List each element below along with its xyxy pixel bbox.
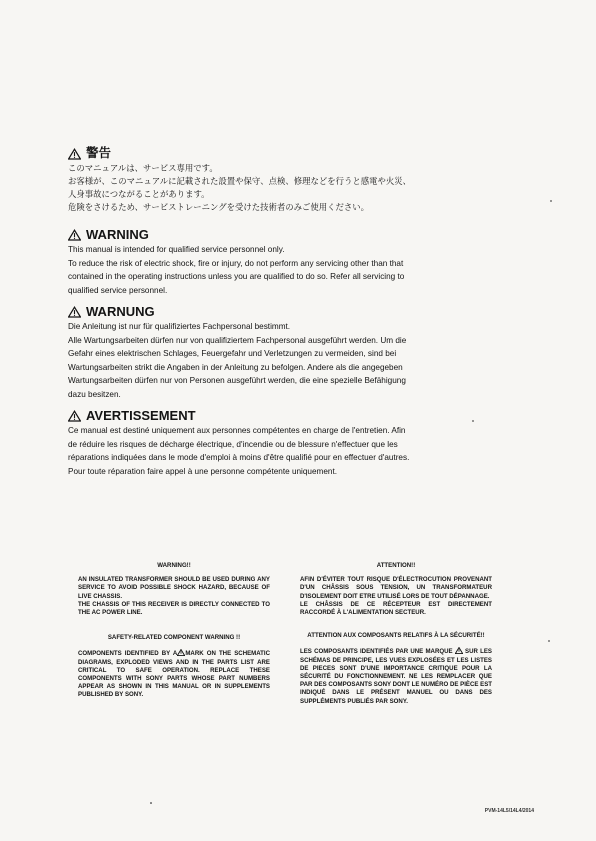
- english-warning-body: This manual is intended for qualified service personnel only. To reduce the risk of electric shock, fire or injury, do not perform any servicing other than that contained in the operating instructions unless you are qualified to do so. Refer all servicing to qualified service personnel.: [68, 245, 405, 295]
- english-warning-section: [68, 227, 492, 297]
- french-warning-title: AVERTISSEMENT: [86, 408, 196, 423]
- english-warning-title: WARNING: [86, 227, 149, 242]
- german-warning-section: [68, 304, 492, 402]
- chassis-connection-warning: THE CHASSIS OF THIS RECEIVER IS DIRECTLY CONNECTED TO THE AC POWER LINE.: [78, 600, 270, 617]
- german-warning-body: Die Anleitung ist nur für qualifiziertes Fachpersonal bestimmt. Alle Wartungsarbeiten dürfen nur von qualifiziertem Fachpersonal ausgeführt werden. Um die Gefahr eines elektrischen Schlages, Feuergefahr und Verletzungen zu vermeiden, sind bei Wartungsarbeiten strikt die Angaben in der Anleitung zu befolgen. Andere als die angegeben Wartungsarbeiten dürfen nur von Personen ausgeführt werden, die eine spezielle Befähigung dazu besitzen.: [68, 322, 407, 399]
- safety-component-text-french: LES COMPOSANTS IDENTIFIÉS PAR UNE MARQUE SUR LES SCHÉMAS DE PRINCIPE, LES VUES EXPLOSÉES ET LES LISTES DE PIECES SONT D'UNE IMPORTANCE CRITIQUE POUR LA SÉCURITÉ DU FONCTIONNEMENT. NE LES REMPLACER QUE PAR DES COMPOSANTS SONY DONT LE NUMÉRO DE PIÈCE EST INDIQUÉ DANS LE PRÉSENT MANUEL OU DANS DES SUPPLÉMENTS PUBLIÉS PAR SONY.: [300, 648, 492, 705]
- warning-triangle-icon: [68, 306, 81, 318]
- japanese-warning-body: このマニュアルは、サービス専用です。 お客様が、このマニュアルに記載された設置や保守、点検、修理などを行うと感電や火災、 人身事故につながることがあります。 危険をさけるため、サービストレーニングを受けた技術者のみご使用ください。: [68, 163, 412, 212]
- japanese-warning-title: 警告: [86, 146, 112, 160]
- warning-triangle-icon: [68, 148, 81, 160]
- warning-triangle-icon: [68, 410, 81, 422]
- warning-triangle-icon: [455, 647, 463, 654]
- scan-speck: [150, 802, 152, 804]
- insulated-transformer-warning: AN INSULATED TRANSFORMER SHOULD BE USED DURING ANY SERVICE TO AVOID POSSIBLE SHOCK HAZARD, BECAUSE OF LIVE CHASSIS.: [78, 576, 270, 600]
- french-warning-body: Ce manual est destiné uniquement aux personnes compétentes en charge de l'entretien. Afin de réduire les risques de décharge électrique, d'incendie ou de blessure n'effectuer que les réparations indiquées dans le mode d'emploi à moins d'être qualifié pour en effectuer d'autres. Pour toute réparation faire appel à une personne compétente uniquement.: [68, 426, 410, 476]
- japanese-warning-section: [68, 146, 492, 214]
- warning-triangle-icon: [68, 229, 81, 241]
- chassis-raccordement-warning: LE CHÂSSIS DE CE RÉCEPTEUR EST DIRECTEMENT RACCORDÉ À L'ALIMENTATION SECTEUR.: [300, 600, 492, 617]
- service-warning-column-french: [300, 562, 492, 706]
- model-number-footer: PVM-14L5/14L4/2014: [484, 808, 534, 814]
- scan-speck: [550, 200, 552, 202]
- scan-speck: [472, 420, 474, 422]
- german-warning-title: WARNUNG: [86, 304, 155, 319]
- scan-speck: [548, 640, 550, 642]
- warning-heading: WARNING!!: [157, 562, 191, 569]
- isolation-transformer-warning: AFIN D'ÉVITER TOUT RISQUE D'ÉLECTROCUTION PROVENANT D'UN CHÂSSIS SOUS TENSION, UN TRANSFORMATEUR D'ISOLEMENT DOIT ETRE UTILISÉ LORS DE TOUT DÉPANNAGE.: [300, 576, 492, 600]
- safety-component-text: COMPONENTS IDENTIFIED BY A MARK ON THE SCHEMATIC DIAGRAMS, EXPLODED VIEWS AND IN THE PARTS LIST ARE CRITICAL TO SAFE OPERATION. REPLACE THESE COMPONENTS WITH SONY PARTS WHOSE PART NUMBERS APPEAR AS SHOWN IN THIS MANUAL OR IN SUPPLEMENTS PUBLISHED BY SONY.: [78, 650, 270, 699]
- french-warning-section: [68, 408, 492, 478]
- service-warning-column-english: [78, 562, 270, 700]
- safety-component-heading: SAFETY-RELATED COMPONENT WARNING !!: [107, 634, 241, 642]
- safety-component-heading-french: ATTENTION AUX COMPOSANTS RELATIFS À LA SÉCURITÉ!!: [307, 632, 485, 640]
- attention-heading: ATTENTION!!: [376, 562, 416, 569]
